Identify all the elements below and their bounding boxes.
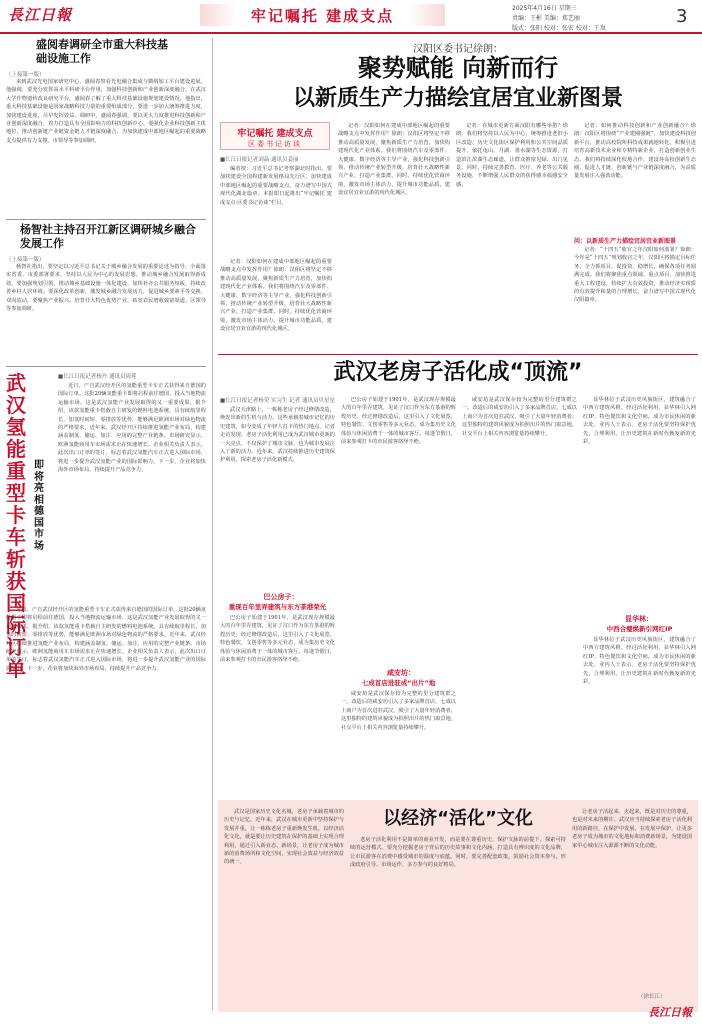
footer-brand-logo: 長江日報 <box>648 1006 692 1019</box>
page-number: 3 <box>676 6 688 27</box>
masthead <box>0 0 702 34</box>
feature-body-col2: 记者：在城市更新方面汉阳有哪些举措？徐朗：我们将坚持以人民为中心，统筹推进老旧小区改造、历史文化街区保护利用和公共空间品质提升。依托龟山、月湖、墨水湖等生态资源，打造滨江滨湖生态廊道，让群众推窗见绿、出门见景。同时，持续完善教育、医疗、养老等公共服务设施，不断增强人民群众的获得感幸福感安全感。 <box>456 123 568 188</box>
bottom-subhead-1: 巴公房子： <box>263 593 299 601</box>
commentary-box <box>218 800 698 1012</box>
commentary-body-left: 武汉是国家历史文化名城，老房子承载着城市的历史与记忆。近年来，武汉在城市更新中坚持保护与发展并重，让一栋栋老房子重新焕发生机。以经济活化文化，就是要让历史建筑在保护的基础上实现合理利用，通过引入新业态、新场景，让老房子成为城市新的消费场所和文化空间，实现社会效益与经济效益的统一。 <box>224 809 344 866</box>
section-divider <box>218 354 698 355</box>
commentary-author: （徐长江） <box>638 994 666 1000</box>
divider <box>6 366 206 367</box>
feature-question-heading: 问：以新质生产力描绘宜居宜业新图景 <box>574 238 677 245</box>
series-banner-subtitle: 区委书记访谈 <box>248 140 302 148</box>
article2-headline[interactable]: 杨智社主持召开江新区调研城乡融合发展工作 <box>20 223 196 250</box>
proof-credits: 版式：张阳 校对：张宏 校对：王岚 <box>512 25 606 32</box>
bottom-body-col2: 巴公房子始建于1901年，是武汉现存规模最大的百年里弄建筑，见证了汉口作为东方茶港的辉煌历史。经过修缮改造后，这里引入了文化展览、特色餐饮、文创零售等多元业态，成为集历史文化体验与休闲消费于一体的城市客厅。每逢节假日，前来参观打卡的市民游客络绎不绝。 <box>220 615 335 664</box>
bottom-subhead-2: 咸安坊： <box>387 669 415 677</box>
article1-headline[interactable]: 盛阅春调研全市重大科技基础设施工作 <box>36 38 168 65</box>
commentary-headline[interactable]: 以经济“活化”文化 <box>383 808 533 829</box>
bottom-subhead-3-detail: 中西合璧焕新引网红IP <box>606 625 673 633</box>
column-divider <box>212 38 213 1010</box>
bottom-body-col3: 咸安坊是武汉保存较为完整的里分建筑群之一。改造后的咸安坊引入了多家品牌首店，七成以上商户为首次进驻武汉，吸引了大量年轻消费者。这里独特的建筑风貌成为拍照出片的热门取景地，社交平台上相关内容浏览量持续攀升。 <box>341 691 456 731</box>
feature-kicker: 汉阳区委书记徐朗： <box>413 44 503 55</box>
series-banner <box>220 122 330 150</box>
column-banner <box>200 4 445 26</box>
issue-date: 2025年4月16日 星期三 <box>512 5 577 12</box>
bottom-subhead-3: 显华林： <box>625 615 653 623</box>
feature-body-col1-lower: 记者：汉阳如何在建成中部地区崛起的重要战略支点中发挥作用？徐朗：汉阳区将坚定不移推动高质量发展，聚焦新质生产力培育，加快构建现代化产业体系。我们将围绕汽车及零部件、大健康、数字经济等主导产业，强化科技创新引领，推动传统产业转型升级，培育壮大战略性新兴产业，打造产业集群。同时，持续优化营商环境，激发市场主体活力，提升城市功能品质，建设宜居宜业宜游的现代化城区。 <box>220 259 332 333</box>
article3-body-continued: 近日，产自武汉经开区的氢能重型卡车正式获得来自德国的国际订单。这批20辆氢能重卡即将启程前往德国，投入当地物流运输市场。这是武汉氢能产业发展取得的又一重要成果。据介绍，该款氢能重卡搭载自主研发的燃料电池系统，具有续航里程长、加氢时间短、零排放等优势，能够满足欧洲市场对绿色物流的严格要求。近年来，武汉经开区持续推进氢能产业布局，构建涵盖制氢、储运、加注、应用的完整产业链条。市场研究显示，欧洲氢能商用车市场需求正在快速增长。企业相关负责人表示，此次出口订单的签订，标志着武汉氢能汽车正式进入国际市场，将进一步提升武汉氢能产业的国际影响力。下一步，企业将加快海外市场布局，持续提升产品竞争力。 <box>6 607 206 672</box>
article3-byline: ■长江日报记者杨丹 通讯员周莲 <box>58 374 137 380</box>
feature-byline: ■长江日报记者刘晶 通讯员姜丽 <box>220 157 299 163</box>
article1-byline: （上接第一版） <box>6 72 45 78</box>
series-banner-title: 牢记嘱托 建成支点 <box>237 129 313 139</box>
column-banner-text: 牢记嘱托 建成支点 <box>250 7 395 25</box>
article2-byline: （上接第一版） <box>6 257 45 263</box>
feature-headline-line2[interactable]: 以新质生产力描绘宜居宜业新图景 <box>292 86 623 111</box>
article2-body: 杨智社指出，要坚定以习近平总书记关于城乡融合发展的重要论述为指导，全面落实省委、市委部署要求，坚持以人民为中心的发展思想，推动城乡融合发展取得新成效。要加强规划引领，推动城乡基础设施一体化建设，加快补齐公共服务短板，持续改善乡村人居环境。要深化改革创新，激发城乡融合发展活力，促进城乡要素平等交换、双向流动。要聚焦产业振兴，培育壮大特色优势产业，拓宽农民增收致富渠道。区领导等参加调研。 <box>6 264 206 313</box>
feature-intro: 编者按：习近平总书记考察湖北时指出，要加快建设全国构建新发展格局先行区，加快建成中部地区崛起的重要战略支点，奋力谱写中国式现代化湖北篇章。本报即日起推出“牢记嘱托 建成支点·区委书记访谈”栏目。 <box>220 166 332 206</box>
divider <box>6 219 206 220</box>
bottom-body-col2-upper: 巴公房子始建于1901年，是武汉现存规模最大的百年里弄建筑，见证了汉口作为东方茶港的辉煌历史。经过修缮改造后，这里引入了文化展览、特色餐饮、文创零售等多元业态，成为集历史文化体验与休闲消费于一体的城市客厅。每逢节假日，前来参观打卡的市民游客络绎不绝。 <box>341 397 456 446</box>
commentary-body-right: 让老房子活起来、火起来，既是对历史的尊重，也是对未来的期许。武汉应当持续探索老房子活化利用的新路径，在保护中发展，在发展中保护，让更多老房子成为城市的文化地标和消费新场景，为建设国家中心城市注入源源不断的文化动能。 <box>572 809 692 849</box>
feature-headline-line1[interactable]: 聚势赋能 向新而行 <box>357 54 559 82</box>
feature-body-col3: 记者：如何推动科技创新和产业创新融合？徐朗：汉阳区将围绕“产业建圈强链”，加快建设科技创新平台，推动高校院所科技成果就地转化。积极引进培育高新技术企业和专精特新企业，打造创新创业生态。我们将持续深化校地合作，建设环高校创新生态圈，促进人才链、创新链与产业链深度融合，为高质量发展注入强劲动能。 <box>574 123 696 180</box>
article3-vertical-headline[interactable]: 武汉氢能重型卡车斩获国际订单 <box>6 371 26 681</box>
article3-body-top: 近日，产自武汉经开区的氢能重型卡车正式获得来自德国的国际订单。这批20辆氢能重卡即将启程前往德国，投入当地物流运输市场。这是武汉氢能产业发展取得的又一重要成果。据介绍，该款氢能重卡搭载自主研发的燃料电池系统，具有续航里程长、加氢时间短、零排放等优势，能够满足欧洲市场对绿色物流的严格要求。近年来，武汉经开区持续推进氢能产业布局，构建涵盖制氢、储运、加注、应用的完整产业链条。市场研究显示，欧洲氢能商用车市场需求正在快速增长。企业相关负责人表示，此次出口订单的签订，标志着武汉氢能汽车正式进入国际市场，将进一步提升武汉氢能产业的国际影响力。下一步，企业将加快海外市场布局，持续提升产品竞争力。 <box>58 383 206 474</box>
bottom-body-col1: 武汉天津路上，一栋栋老房子经过修缮改造，焕发出新的生机与活力。这些承载着城市记忆的历史建筑，如今变成了年轻人打卡的热门地点。记者走访发现，老房子活化利用已成为武汉城市更新的一大亮点，不仅保护了城市文脉，也为城市发展注入了新的活力。近年来，武汉持续推进历史建筑保护利用，探索老房子活化新模式。 <box>220 407 335 464</box>
bottom-body-col4-upper: 显华林位于武汉历史风貌街区，建筑融合了中西方建筑风格。经过活化利用，显华林引入网红IP、特色餐饮和文化空间，成为市民休闲的新去处。业内人士表示，老房子活化要坚持保护优先、合理利用，让历史建筑在新时代焕发新的光彩。 <box>583 397 696 446</box>
bottom-body-col3-full: 咸安坊是武汉保存较为完整的里分建筑群之一。改造后的咸安坊引入了多家品牌首店，七成以上商户为首次进驻武汉，吸引了大量年轻消费者。这里独特的建筑风貌成为拍照出片的热门取景地，社交平台上相关内容浏览量持续攀升。 <box>462 397 577 437</box>
feature-body-col1: 记者：汉阳如何在建成中部地区崛起的重要战略支点中发挥作用？徐朗：汉阳区将坚定不移推动高质量发展，聚焦新质生产力培育，加快构建现代化产业体系。我们将围绕汽车及零部件、大健康、数字经济等主导产业，强化科技创新引领，推动传统产业转型升级，培育壮大战略性新兴产业，打造产业集群。同时，持续优化营商环境，激发市场主体活力，提升城市功能品质，建设宜居宜业宜游的现代化城区。 <box>338 123 450 197</box>
bottom-byline: ■长江日报记者杨荣 实习生 记者 通讯员贝星星 <box>220 398 335 404</box>
article1-body: 来到武汉光电国家研究中心，盛阅春察看光电融合集成与微纳加工平台建设进展。他强调，要充分发挥高水平科研平台作用，加强科技创新和产业创新深度融合。在武汉大学作物遗传改良研究平台，盛阅春了解了重大科技基础设施规划建设情况。他指出，重大科技基础设施是国家战略科技力量的重要组成部分，要进一步加大统筹推进力度，加快建设进度，尽早发挥效益。调研中，盛阅春强调，要以更大力度推进科技创新和产业创新深度融合，着力打造具有全国影响力的科技创新中心。要强化企业科技创新主体地位，推动创新链产业链资金链人才链深度融合，为加快建成中部地区崛起的重要战略支点提供有力支撑。市领导等参加调研。 <box>6 79 206 144</box>
commentary-body-mid: 老房子活化利用不是简单的商业开发，而是要在尊重历史、保护文脉的前提下，探索可持续的运营模式。要充分挖掘老房子背后的历史故事和文化内涵，打造具有辨识度的文化品牌，让市民游客在消费中感受城市的温度与底蕴。同时，要完善配套政策，鼓励社会资本参与，形成政府引导、市场运作、多方参与的良好格局。 <box>350 837 566 869</box>
issue-meta <box>512 4 682 34</box>
editor-credits: 责编：王彬 美编：郑艺丽 <box>512 15 580 22</box>
bottom-headline[interactable]: 武汉老房子活化成“顶流” <box>333 360 583 385</box>
bottom-body-col4: 显华林位于武汉历史风貌街区，建筑融合了中西方建筑风格。经过活化利用，显华林引入网红IP、特色餐饮和文化空间，成为市民休闲的新去处。业内人士表示，老房子活化要坚持保护优先、合理利用，让历史建筑在新时代焕发新的光彩。 <box>583 637 696 686</box>
article3-vertical-subtitle: 即将亮相德国市场 <box>34 460 44 552</box>
bottom-subhead-2-detail: 七成首店进驻成“出片”地 <box>361 679 436 687</box>
bottom-subhead-1-detail: 重现百年里弄建筑与东方茶港荣光 <box>228 603 327 611</box>
newspaper-logo: 長江日報 <box>8 6 73 24</box>
feature-body-col4: 记者：“十四五”收官之年汉阳如何部署？徐朗：今年是“十四五”规划收官之年，汉阳区将锚定目标任务，全力抓项目、促投资、稳增长，确保各项任务圆满完成。我们将聚焦重点领域、重点项目，加快推进重大工程建设，持续扩大有效投资，推动经济实现质的有效提升和量的合理增长，奋力谱写中国式现代化汉阳篇章。 <box>574 247 696 304</box>
